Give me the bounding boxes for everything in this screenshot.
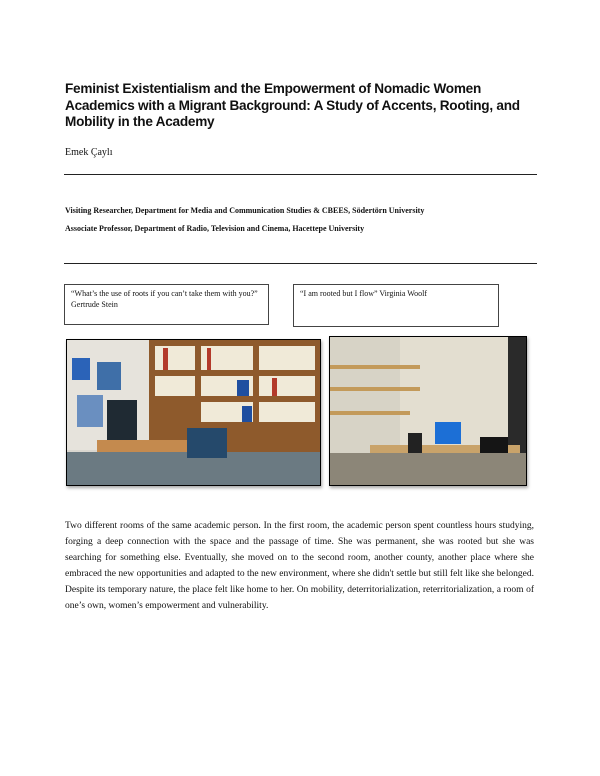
- divider-top: [64, 174, 537, 175]
- quote-text-stein: “What’s the use of roots if you can’t take them with you?” Gertrude Stein: [71, 289, 258, 309]
- office-photo-icon: [67, 340, 320, 485]
- office-photo-icon: [330, 337, 526, 485]
- photo-second-room: [329, 336, 527, 486]
- quote-box-woolf: [293, 284, 499, 327]
- photo-first-room: [66, 339, 321, 486]
- divider-bottom: [64, 263, 537, 264]
- quote-text-woolf: “I am rooted but I flow” Virginia Woolf: [300, 289, 428, 298]
- quote-box-stein: [64, 284, 269, 325]
- author-name: Emek Çaylı: [65, 147, 113, 158]
- paper-title: Feminist Existentialism and the Empowerment of Nomadic Women Academics with a Migrant Background: A Study of Accents, Rooting, and Mobility in the Academy: [65, 81, 520, 129]
- affiliation-1: Visiting Researcher, Department for Media and Communication Studies & CBEES, Södertörn University: [65, 206, 425, 215]
- body-paragraph: Two different rooms of the same academic person. In the first room, the academic person spent countless hours studying, forging a deep connection with the space and the passage of time. She was permanent, she was rooted but she was searching for something else. Eventually, she moved on to the second room, another county, another place where she embraced the new opportunities and adapted to the new environment, where she didn't settle but still felt like she belonged. Despite its temporary nature, the place felt like home to her. On mobility, deterritorialization, reterritorialization, a room of one’s own, women’s empowerment and vulnerability.: [65, 521, 534, 611]
- affiliation-2: Associate Professor, Department of Radio, Television and Cinema, Hacettepe University: [65, 224, 365, 233]
